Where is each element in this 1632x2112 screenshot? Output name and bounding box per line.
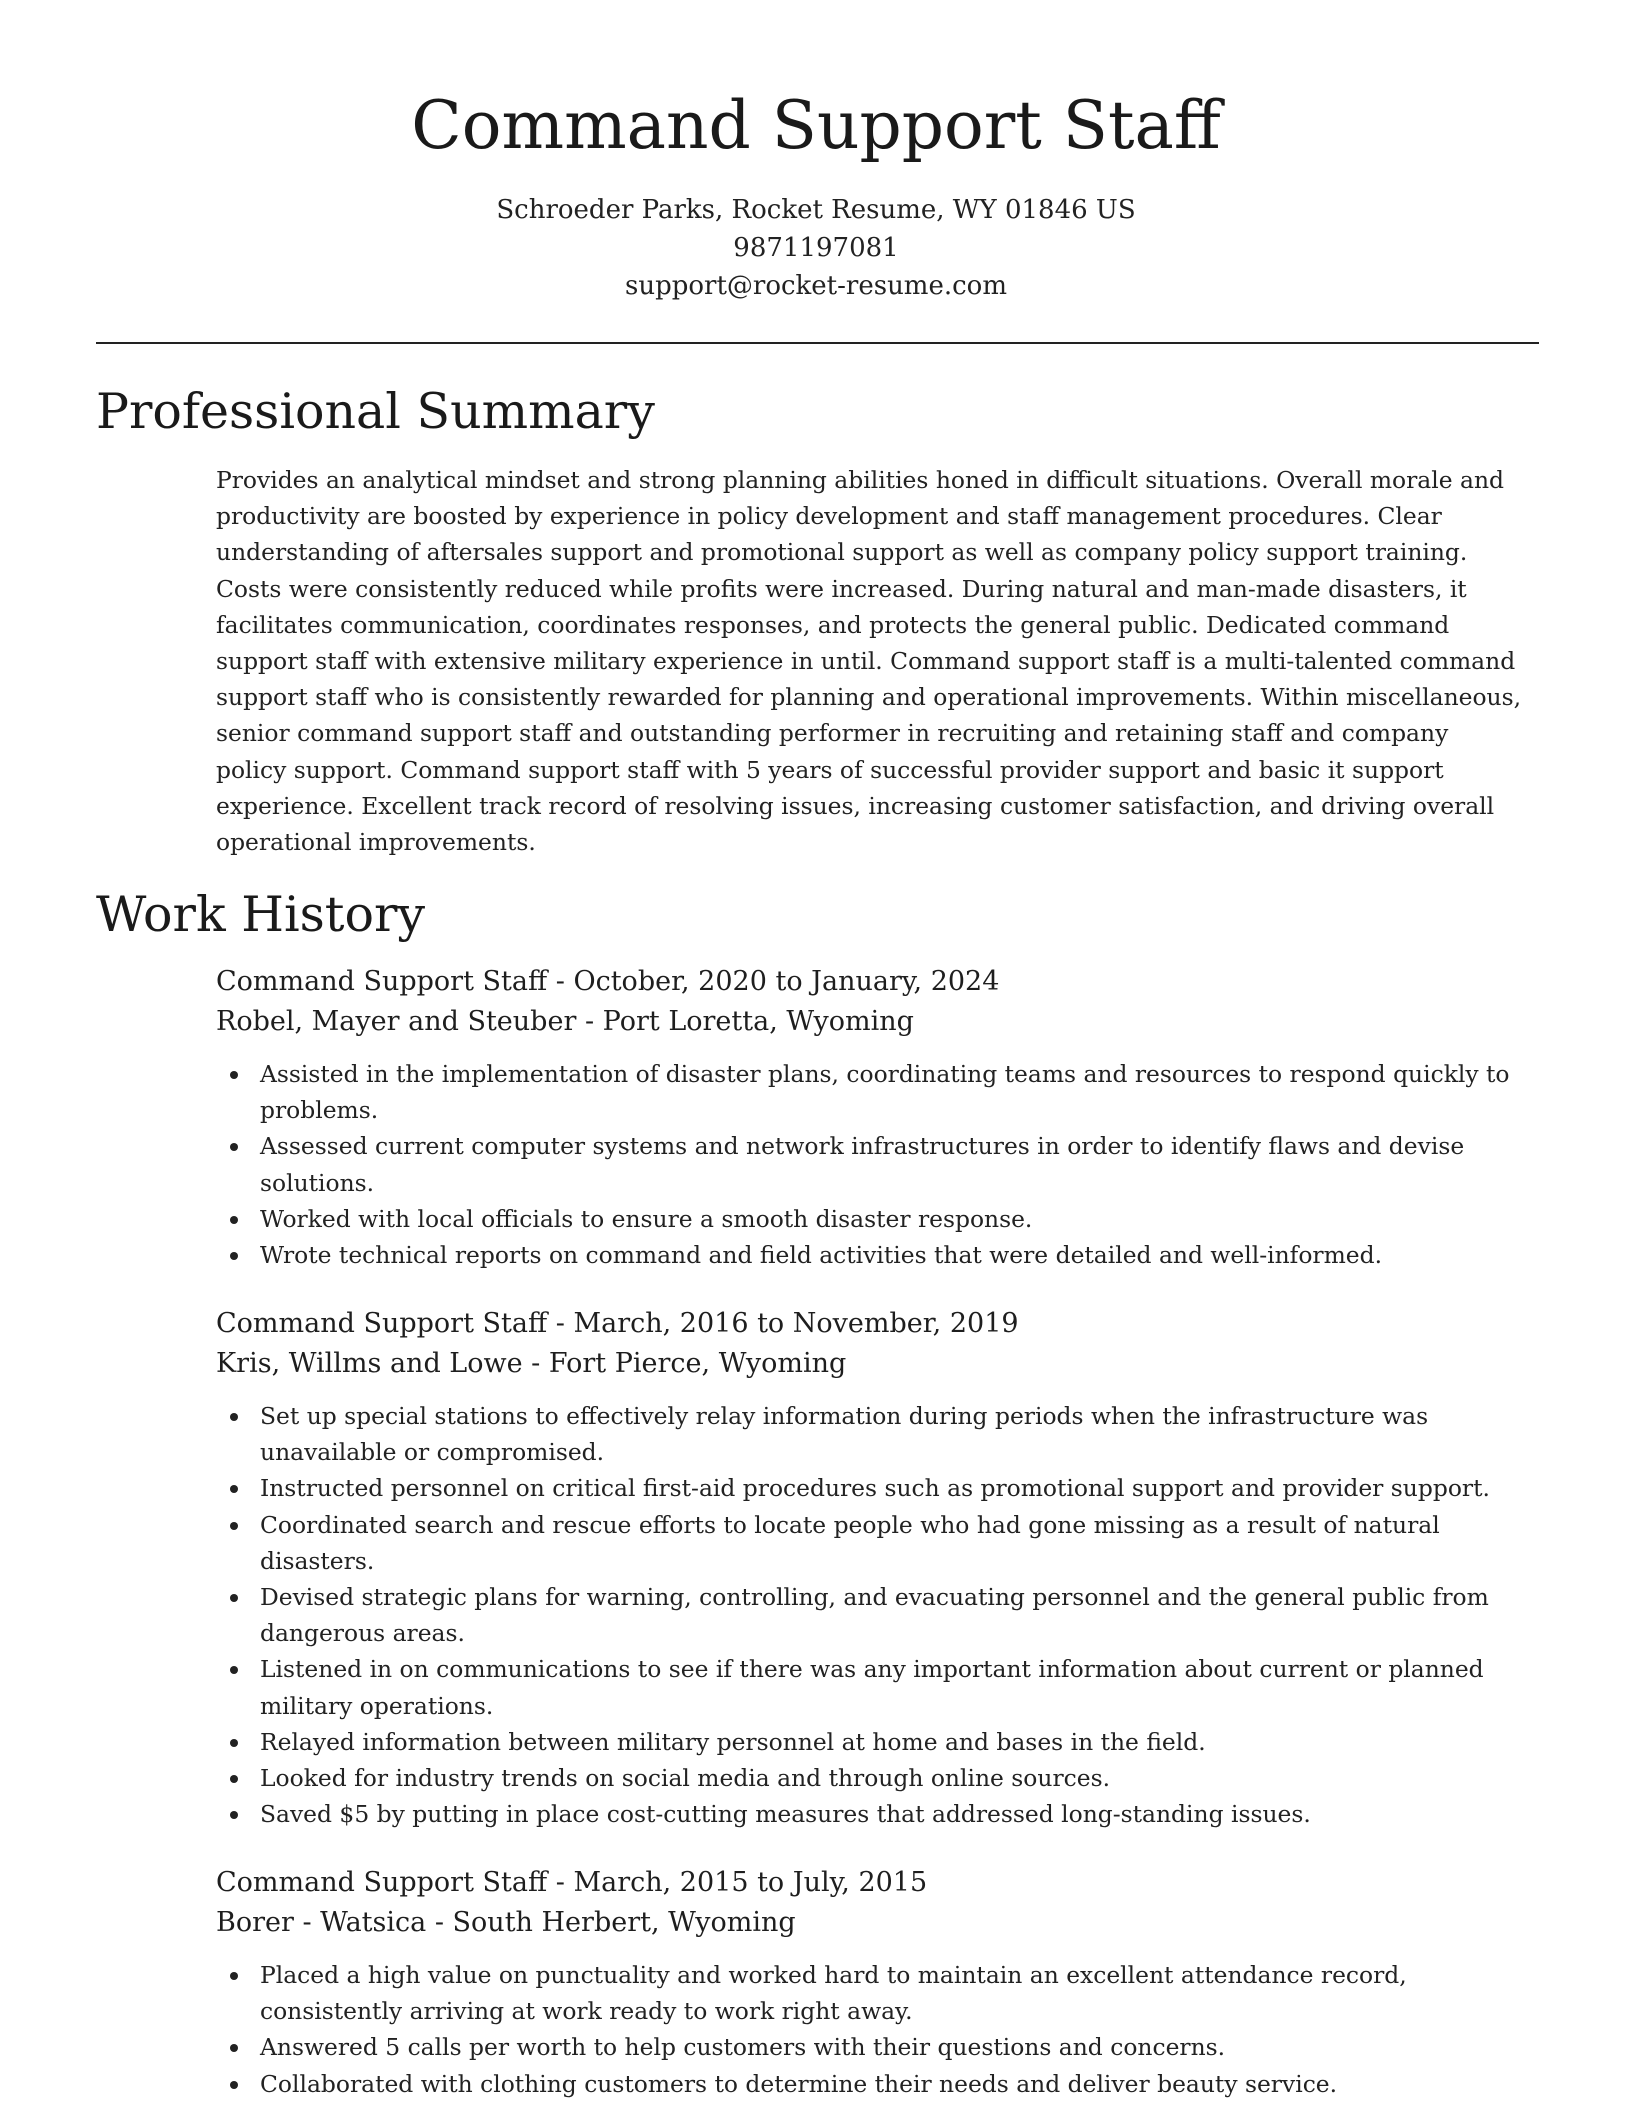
bullet-line: Answered 5 calls per worth to help customers with their questions and concerns. <box>260 2033 1226 2062</box>
bullet-line: unavailable or compromised. <box>260 1438 605 1467</box>
job-dates: March, 2015 to July, 2015 <box>573 1867 928 1898</box>
candidate-name: Command Support Staff <box>411 87 1221 164</box>
job-location: Fort Pierce, Wyoming <box>548 1348 847 1379</box>
bullet-line: consistently arriving at work ready to work right away. <box>260 1997 913 2026</box>
header-divider <box>96 342 1539 344</box>
summary-line: understanding of aftersales support and promotional support as well as company policy support training. <box>216 538 1468 567</box>
job-entry <box>216 1304 1546 1832</box>
list-item <box>216 2029 1546 2065</box>
bullet-line: Assisted in the implementation of disaster plans, coordinating teams and resources to respond quickly to <box>260 1060 1510 1088</box>
contact-email: support@rocket-resume.com <box>624 271 1007 301</box>
summary-line: facilitates communication, coordinates responses, and protects the general public. Dedicated command <box>216 610 1450 639</box>
summary-line: Costs were consistently reduced while profits were increased. During natural and man-made disasters, it <box>216 574 1467 603</box>
bullet-line: solutions. <box>260 1168 375 1197</box>
bullet-line: Set up special stations to effectively relay information during periods when the infrastructure was <box>260 1402 1429 1430</box>
job-employer-line: Robel, Mayer and Steuber - Port Loretta, Wyoming <box>216 1006 914 1037</box>
summary-line: support staff with extensive military experience in until. Command support staff is a multi-talented command <box>216 647 1516 676</box>
summary-line: productivity are boosted by experience in policy development and staff management procedures. Clear <box>216 502 1442 531</box>
job-employer-line: Borer - Watsica - South Herbert, Wyoming <box>216 1907 796 1938</box>
job-bullets <box>216 1056 1546 1273</box>
bullet-line: disasters. <box>260 1546 375 1575</box>
bullet-line: problems. <box>260 1096 379 1125</box>
summary-line: policy support. Command support staff with 5 years of successful provider support and basic it support <box>216 755 1444 784</box>
contact-block <box>0 191 1632 305</box>
list-item <box>216 1796 1546 1832</box>
job-employer: Borer - Watsica <box>216 1907 427 1938</box>
job-title-line: Command Support Staff - March, 2015 to July, 2015 <box>216 1867 928 1898</box>
bullet-line: dangerous areas. <box>260 1619 465 1648</box>
job-location: South Herbert, Wyoming <box>452 1907 796 1938</box>
job-employer: Robel, Mayer and Steuber <box>216 1006 577 1037</box>
section-title-work-history: Work History <box>96 886 426 943</box>
contact-address: Schroeder Parks, Rocket Resume, WY 01846 US <box>496 195 1136 225</box>
list-item <box>216 1398 1546 1470</box>
bullet-line: Instructed personnel on critical first-aid procedures such as promotional support and provider support. <box>260 1474 1490 1503</box>
summary-paragraph <box>216 462 1546 860</box>
list-item <box>216 1724 1546 1760</box>
job-employer-line: Kris, Willms and Lowe - Fort Pierce, Wyoming <box>216 1348 847 1379</box>
list-item <box>216 1507 1546 1579</box>
bullet-line: Assessed current computer systems and network infrastructures in order to identify flaws and devise <box>260 1132 1465 1161</box>
bullet-line: Coordinated search and rescue efforts to locate people who had gone missing as a result of natural <box>260 1510 1440 1539</box>
bullet-line: Saved $5 by putting in place cost-cutting measures that addressed long-standing issues. <box>260 1800 1311 1829</box>
list-item <box>216 1957 1546 2029</box>
list-item <box>216 1579 1546 1651</box>
job-title: Command Support Staff <box>216 1867 548 1898</box>
bullet-line: Worked with local officials to ensure a smooth disaster response. <box>260 1204 1033 1233</box>
summary-line: experience. Excellent track record of resolving issues, increasing customer satisfaction, and driving overall <box>216 791 1495 820</box>
bullet-line: military operations. <box>260 1691 494 1720</box>
job-bullets <box>216 1398 1546 1832</box>
list-item <box>216 2066 1546 2102</box>
summary-line: senior command support staff and outstanding performer in recruiting and retaining staff and company <box>216 719 1449 748</box>
bullet-line: Relayed information between military personnel at home and bases in the field. <box>260 1727 1206 1756</box>
summary-line: support staff who is consistently rewarded for planning and operational improvements. Within miscellaneous, <box>216 683 1522 712</box>
list-item <box>216 1201 1546 1237</box>
bullet-line: Placed a high value on punctuality and worked hard to maintain an excellent attendance record, <box>260 1961 1407 1989</box>
list-item <box>216 1128 1546 1200</box>
job-employer: Kris, Willms and Lowe <box>216 1348 523 1379</box>
job-dates: March, 2016 to November, 2019 <box>573 1308 1019 1339</box>
job-title-line: Command Support Staff - March, 2016 to November, 2019 <box>216 1308 1019 1339</box>
list-item <box>216 1237 1546 1273</box>
bullet-line: Devised strategic plans for warning, controlling, and evacuating personnel and the general public from <box>260 1583 1489 1612</box>
list-item <box>216 1056 1546 1128</box>
list-item <box>216 1470 1546 1506</box>
bullet-line: Looked for industry trends on social media and through online sources. <box>260 1764 1111 1793</box>
job-dates: October, 2020 to January, 2024 <box>573 966 1000 997</box>
job-bullets <box>216 1957 1546 2102</box>
job-entry <box>216 962 1546 1273</box>
job-title: Command Support Staff <box>216 966 548 997</box>
bullet-line: Listened in on communications to see if there was any important information about current or planned <box>260 1655 1484 1684</box>
summary-line: operational improvements. <box>216 828 536 857</box>
job-title: Command Support Staff <box>216 1308 548 1339</box>
bullet-line: Collaborated with clothing customers to determine their needs and deliver beauty service. <box>260 2069 1338 2098</box>
job-entry <box>216 1863 1546 2102</box>
list-item <box>216 1651 1546 1723</box>
contact-phone: 9871197081 <box>733 233 899 263</box>
section-title-summary: Professional Summary <box>96 383 655 440</box>
job-title-line: Command Support Staff - October, 2020 to January, 2024 <box>216 966 1000 997</box>
job-location: Port Loretta, Wyoming <box>602 1006 914 1037</box>
bullet-line: Wrote technical reports on command and field activities that were detailed and well-informed. <box>260 1241 1383 1270</box>
list-item <box>216 1760 1546 1796</box>
summary-line: Provides an analytical mindset and strong planning abilities honed in difficult situations. Overall morale and <box>216 466 1504 494</box>
